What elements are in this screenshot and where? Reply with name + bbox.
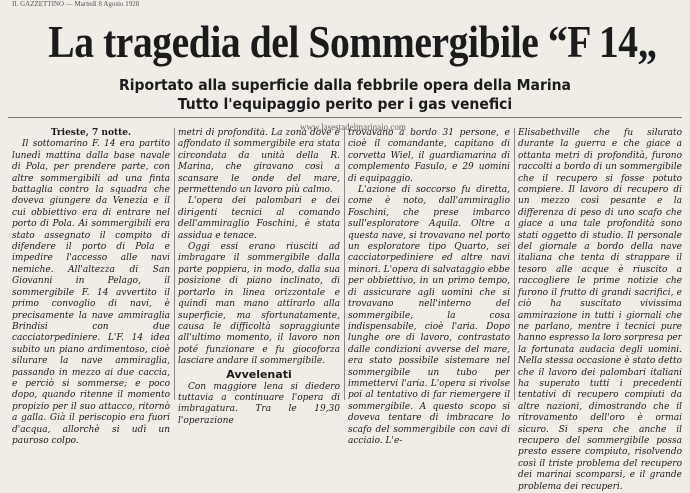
subheadline-1: Riportato alla superficie dalla febbrile opera della Marina (119, 76, 571, 94)
column-2 (178, 128, 340, 427)
section-title: Avvelenati (226, 367, 292, 381)
subheadline-2: Tutto l'equipaggio perito per i gas venefici (177, 95, 513, 113)
column-paragraph: Con maggiore lena si diedero tuttavia a continuare l'opera di imbragatura. Tra le 19,30 l'operazione (178, 381, 340, 426)
column-rule (344, 128, 345, 400)
column-paragraph: Oggi essi erano riusciti ad imbragare il sommergibile dalla parte poppiera, in modo, dalla sua posizione di piano inclinato, di portarlo in linea orizzontale e quindi man mano attirarlo alla superficie, ma sfortunatamente, causa le difficoltà sopraggiunte all'ultimo momento, il lavoro non poté funzionare e fu giocoforza lasciare andare il sommergibile. (178, 242, 340, 367)
headline-rule (8, 117, 682, 118)
column-paragraph: metri di profondità. La zona dove è affondato il sommergibile era stata circondata da unità della R. Marina, che giravano così a scansare le onde del mare, permettendo un lavoro più calmo. (178, 128, 340, 196)
column-1 (12, 128, 170, 447)
top-strip: IL GAZZETTINO — Martedì 8 Agosto 1928 (12, 0, 140, 8)
column-rule (174, 128, 175, 400)
headline: La tragedia del Sommergibile “F 14„ (48, 16, 657, 67)
dateline: Trieste, 7 notte. (50, 128, 132, 138)
column-paragraph: Elisabethville che fu silurato durante la guerra e che giace a ottanta metri di profondità, furono raccolti a bordo di un sommergibile che il recupero si fosse potuto compiere. Il lavoro di recupero di un mezzo così pesante e la differenza di peso di uno scafo che giace a una tale profondità sono stati oggetto di studio. Il personale del giornale a bordo della nave italiana che tenta di strappare il tesoro alle acque è riuscito a raccogliere le prime notizie che furono il frutto di grandi sacrifici, e ciò ha suscitato vivissima ammirazione in tutti i giornali che ne parlano, mentre i tecnici pure hanno espresso la loro sorpresa per la fortunata audacia degli uomini. Nella stessa occasione è stato detto che il lavoro dei palombari italiani ha superato tutti i precedenti tentativi di recupero compiuti da altre nazioni, dimostrando che il ritrovamento dell'oro è ormai sicuro. Si spera che anche il recupero del sommergibile possa presto essere compiuto, risolvendo così il triste problema del recupero dei marinai scomparsi, e il grande problema dei recuperi. (518, 128, 682, 492)
column-rule (514, 128, 515, 400)
column-paragraph: trovavano a bordo 31 persone, e cioè il comandante, capitano di corvetta Wiel, il guardiamarina di complemento Fasulo, e 29 uomini di equipaggio. (348, 128, 510, 184)
watermark: www.lasestadelmarinaio.com (300, 122, 406, 132)
column-paragraph: Il sottomarino F. 14 era partito lunedì mattina dalla base navale di Pola, per prendere parte, con altre sommergibili ad una finta battaglia contro la squadra che doveva giungere da Venezia e il cui obbiettivo era di entrare nel porto di Pola. Ai sommergibili era stato assegnato il compito di difendere il porto di Pola e impedire l'accesso alle navi nemiche. All'altezza di San Giovanni in Pelago, il sommergibile F. 14 avvertito il primo convoglio di navi, è precisamente la nave ammiraglia Brindisi con due cacciatorpediniere. L'F. 14 idea subito un piano ardimentoso, cioè silurare la nave ammiraglia, passando in mezzo ai due caccia, e perciò si sommerse; e poco dopo, quando ritenne il momento propizio per il suo attacco, ritornò a galla. Già il periscopio era fuori d'acqua, allorchè si udì un pauroso colpo. (12, 139, 170, 446)
column-paragraph: L'opera dei palombari e dei dirigenti tecnici al comando dell'ammiraglio Foschini, è stata assidua e tenace. (178, 196, 340, 241)
column-paragraph: L'azione di soccorso fu diretta, come è noto, dall'ammiraglio Foschini, che prese imbarco sull'esploratore Aquila. Oltre a questa nave, si trovavano nel porto un esploratore tipo Quarto, sei cacciatorpediniere ed altre navi minori. L'opera di salvataggio ebbe per obbiettivo, in un primo tempo, di assicurare agli uomini che si trovavano nell'interno del sommergibile, la cosa indispensabile, cioè l'aria. Dopo lunghe ore di lavoro, contrastato dalle condizioni avverse del mare, era stato possibile sistemare nel sommergibile un tubo per immettervi l'aria. L'opera si rivolse poi al tentativo di far riemergere il sommergibile. A questo scopo si doveva tentare di imbracare lo scafo del sommergibile con cavi di acciaio. L'e- (348, 185, 510, 446)
column-3 (348, 128, 510, 447)
column-4 (518, 128, 682, 493)
